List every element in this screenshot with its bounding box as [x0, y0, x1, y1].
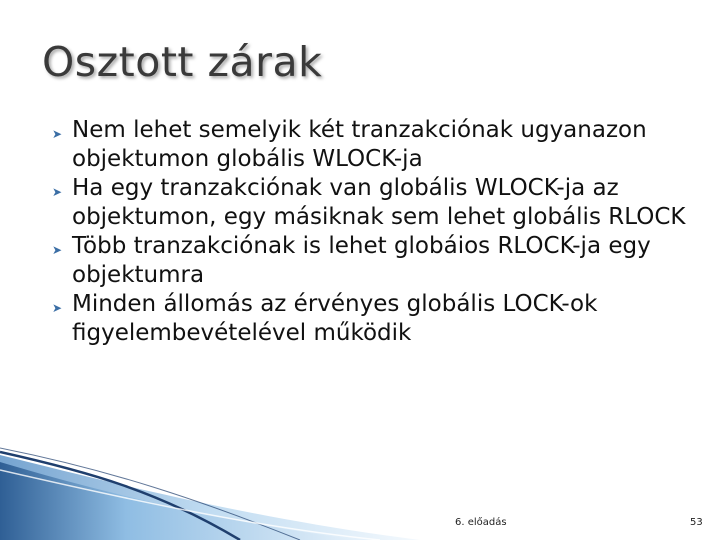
- bullet-item: [52, 174, 702, 232]
- footer-page-number: 53: [690, 517, 703, 528]
- slide-title: Osztott zárak: [42, 38, 323, 86]
- footer-lecture: 6. előadás: [455, 517, 507, 528]
- bullet-list: [52, 116, 702, 348]
- bullet-item: [52, 116, 702, 174]
- arrow-bullet-icon: ➤: [52, 127, 63, 141]
- bullet-item: [52, 232, 702, 290]
- bullet-text: Ha egy tranzakciónak van globális WLOCK-ja az objektumon, egy másiknak sem lehet globális RLOCK: [72, 175, 686, 230]
- arrow-bullet-icon: ➤: [52, 185, 63, 199]
- arrow-bullet-icon: ➤: [52, 301, 63, 315]
- bullet-text: Minden állomás az érvényes globális LOCK-ok figyelembevételével működik: [72, 291, 598, 346]
- bullet-item: [52, 290, 702, 348]
- bullet-text: Több tranzakciónak is lehet globáios RLOCK-ja egy objektumra: [72, 233, 651, 288]
- bullet-text: Nem lehet semelyik két tranzakciónak ugyanazon objektumon globális WLOCK-ja: [72, 117, 647, 172]
- bottom-wave-decoration: [0, 440, 720, 540]
- arrow-bullet-icon: ➤: [52, 243, 63, 257]
